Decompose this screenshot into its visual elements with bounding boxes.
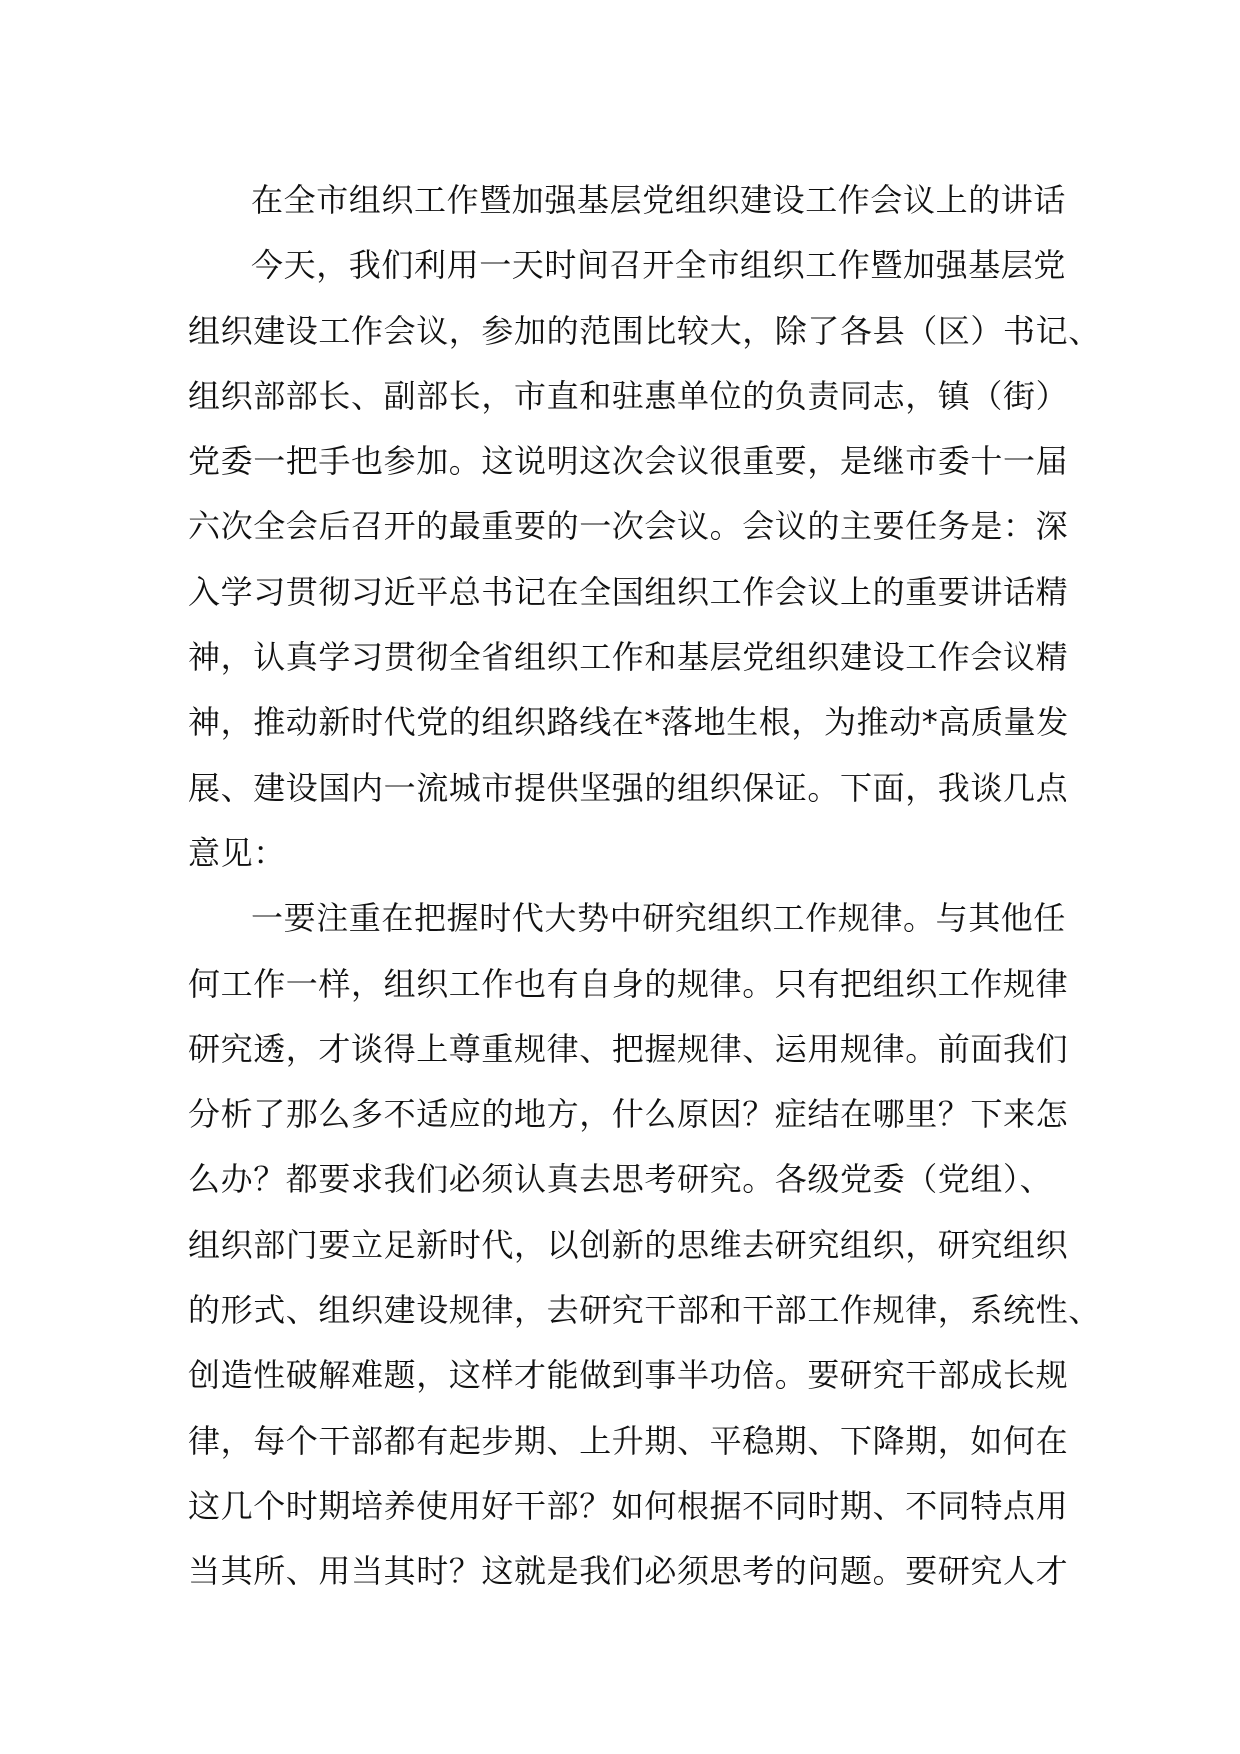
paragraph-line: 的形式、组织建设规律，去研究干部和干部工作规律，系统性、: [188, 1291, 1101, 1330]
paragraph-line: 神，推动新时代党的组织路线在*落地生根，为推动*高质量发: [188, 703, 1069, 742]
speech-title: 在全市组织工作暨加强基层党组织建设工作会议上的讲话: [251, 181, 1067, 219]
paragraph-line: 当其所、用当其时？这就是我们必须思考的问题。要研究人才: [188, 1552, 1069, 1591]
paragraph-line: 今天，我们利用一天时间召开全市组织工作暨加强基层党: [251, 246, 1067, 285]
paragraph-line: 这几个时期培养使用好干部？如何根据不同时期、不同特点用: [188, 1486, 1069, 1525]
paragraph-line: 创造性破解难题，这样才能做到事半功倍。要研究干部成长规: [188, 1356, 1069, 1395]
paragraph-line: 组织建设工作会议，参加的范围比较大，除了各县（区）书记、: [188, 311, 1101, 350]
paragraph-line: 神，认真学习贯彻全省组织工作和基层党组织建设工作会议精: [188, 638, 1069, 677]
paragraph-line: 六次全会后召开的最重要的一次会议。会议的主要任务是：深: [188, 507, 1069, 546]
paragraph-line: 入学习贯彻习近平总书记在全国组织工作会议上的重要讲话精: [188, 572, 1069, 611]
paragraph-line: 组织部部长、副部长，市直和驻惠单位的负责同志，镇（街）: [188, 376, 1069, 415]
paragraph-line: 一要注重在把握时代大势中研究组织工作规律。与其他任: [251, 899, 1067, 938]
paragraph-line: 展、建设国内一流城市提供坚强的组织保证。下面，我谈几点: [188, 768, 1069, 807]
paragraph-line: 组织部门要立足新时代，以创新的思维去研究组织，研究组织: [188, 1225, 1069, 1264]
paragraph-line: 意见：: [188, 833, 286, 872]
paragraph-line: 研究透，才谈得上尊重规律、把握规律、运用规律。前面我们: [188, 1029, 1069, 1068]
paragraph-line: 律，每个干部都有起步期、上升期、平稳期、下降期，如何在: [188, 1421, 1069, 1460]
paragraph-line: 么办？都要求我们必须认真去思考研究。各级党委（党组）、: [188, 1160, 1053, 1199]
paragraph-line: 分析了那么多不适应的地方，什么原因？症结在哪里？下来怎: [188, 1095, 1069, 1134]
speech-text: [188, 168, 1101, 1605]
paragraph-line: 何工作一样，组织工作也有自身的规律。只有把组织工作规律: [188, 964, 1069, 1003]
paragraph-line: 党委一把手也参加。这说明这次会议很重要，是继市委十一届: [188, 442, 1069, 481]
